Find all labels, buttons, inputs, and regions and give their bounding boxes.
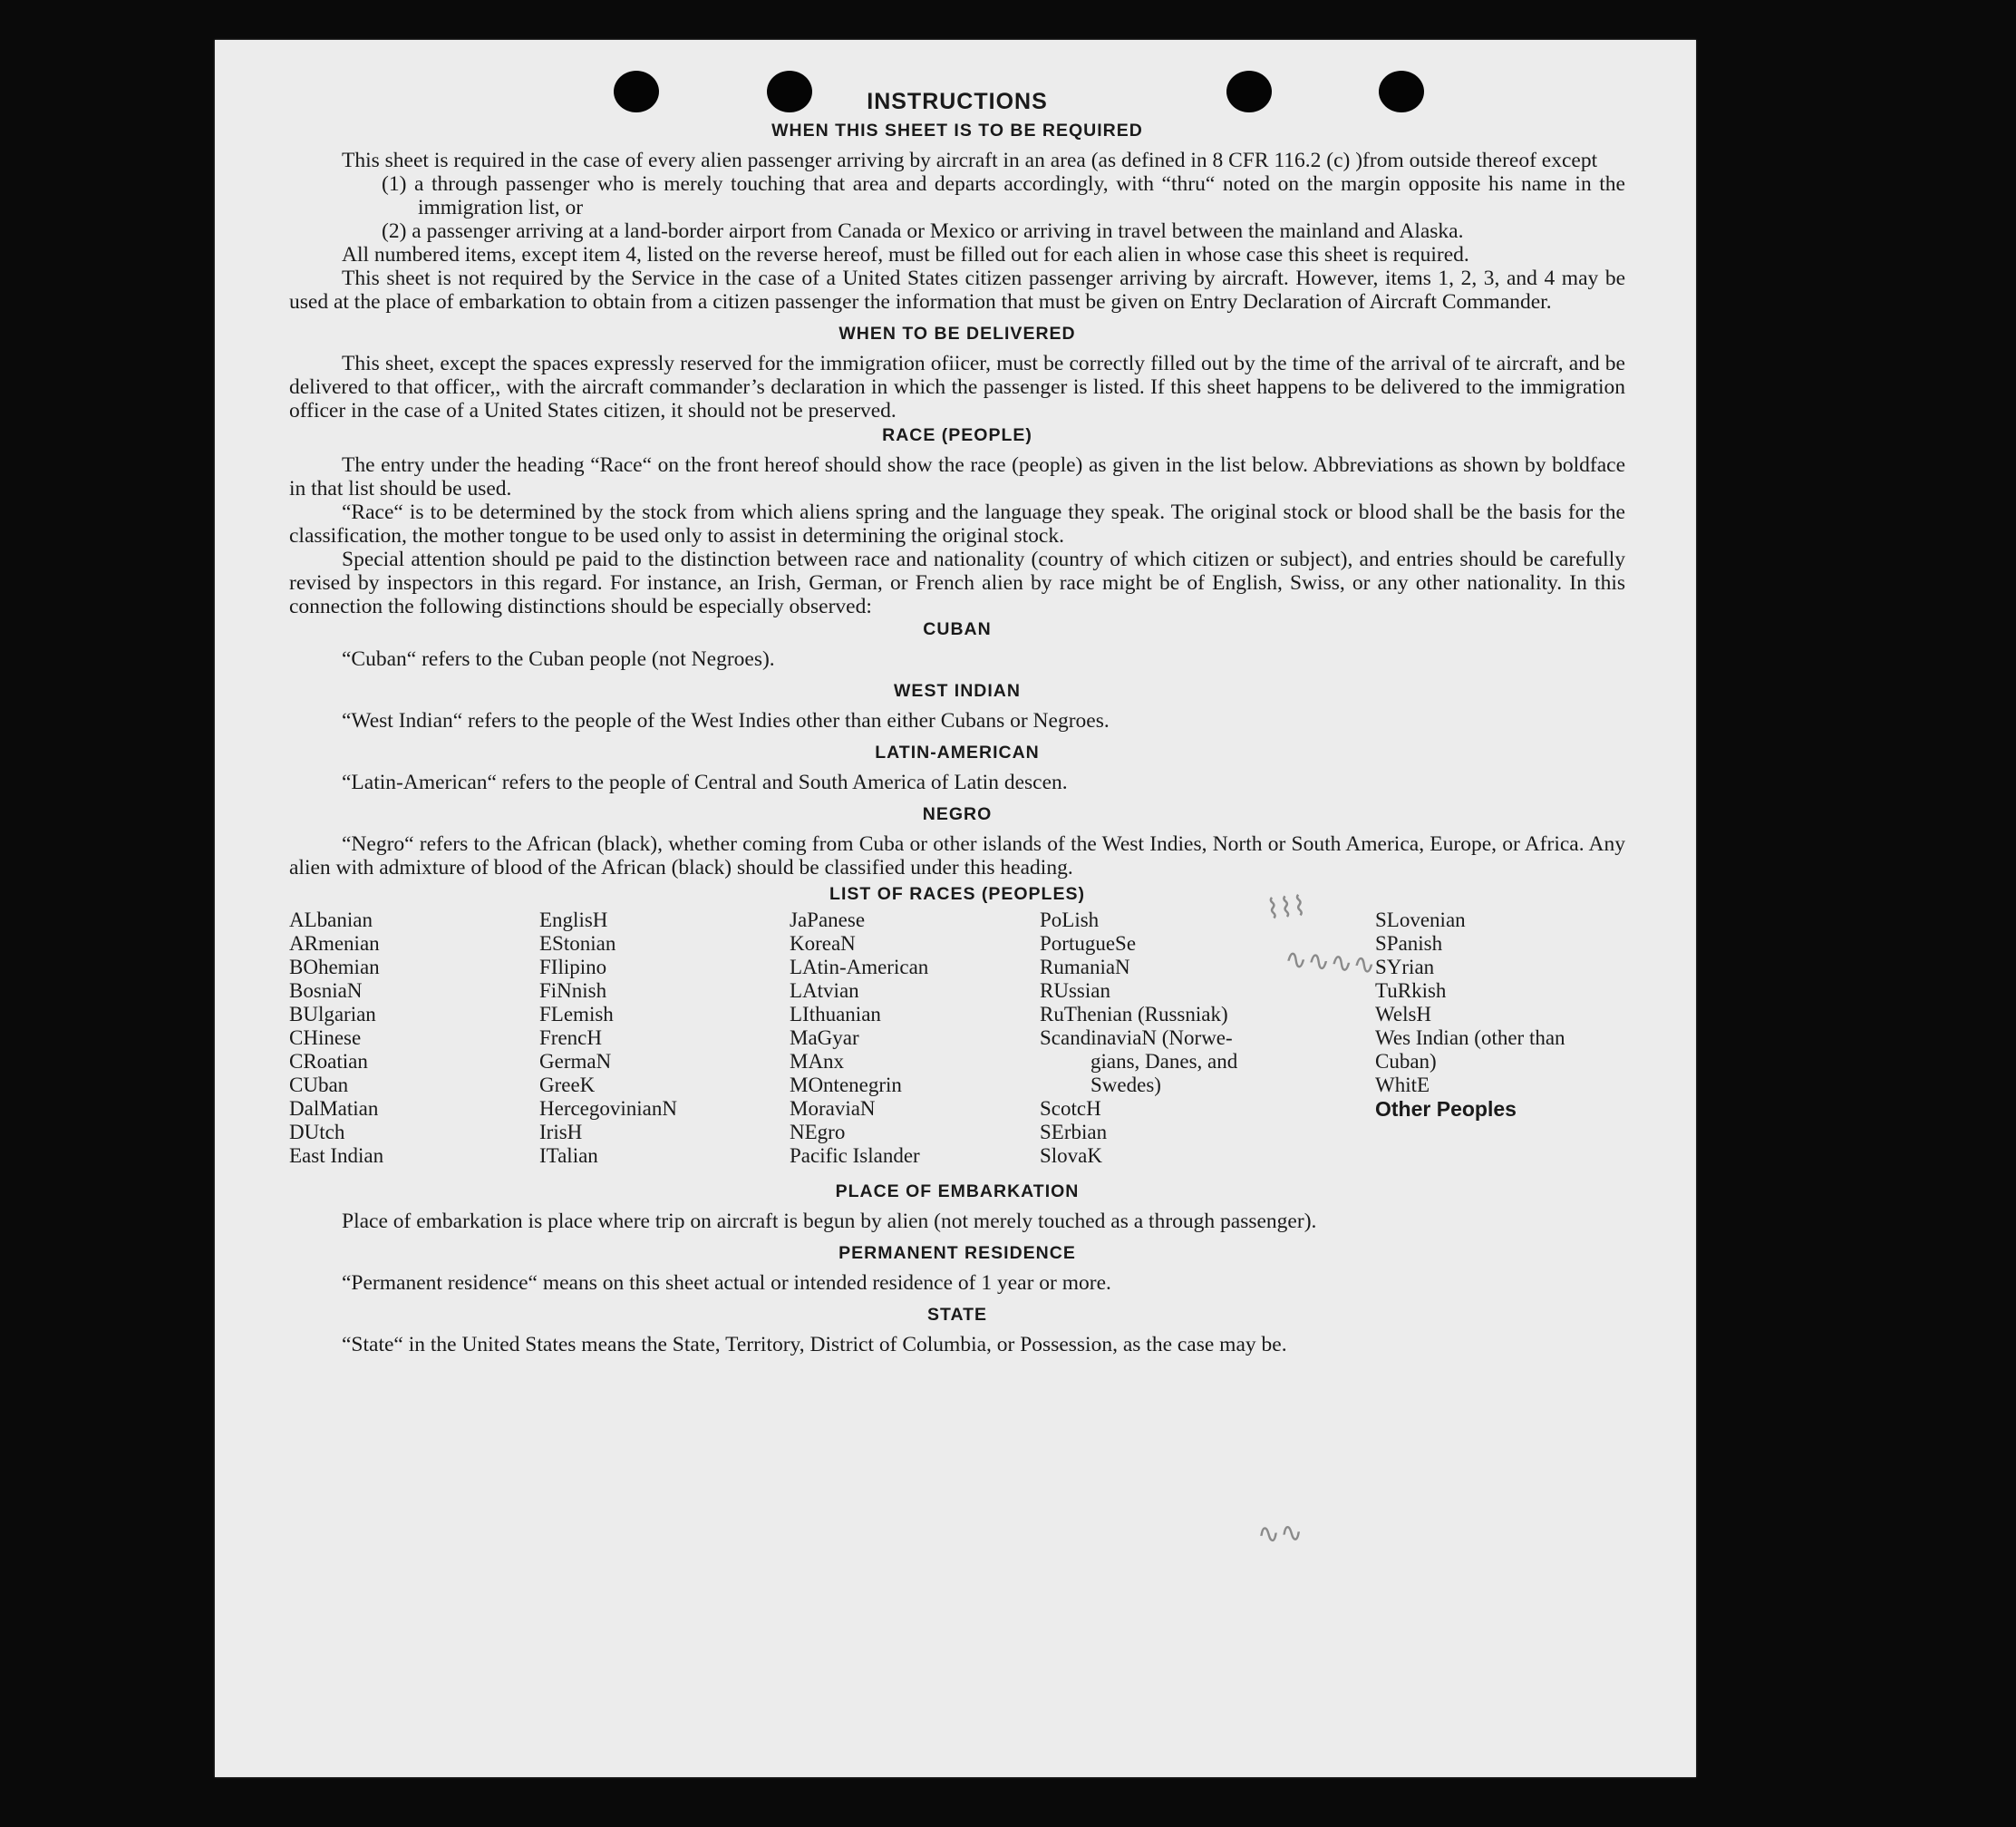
races-column — [539, 909, 790, 1168]
document-sheet — [215, 40, 1696, 1777]
list-item: MOntenegrin — [790, 1074, 902, 1096]
list-item: KoreaN — [790, 932, 856, 955]
list-item: Wes Indian (other than Cuban) — [1375, 1026, 1565, 1073]
list-item: East Indian — [289, 1144, 384, 1167]
list-item: ARmenian — [289, 932, 380, 955]
paragraph-intro: This sheet is required in the case of every alien passenger arriving by aircraft in an area (as defined in 8 CFR 116.2 (c) )from outside thereof except — [342, 149, 1598, 172]
list-item: PoLish — [1040, 909, 1100, 931]
paragraph: “Race“ is to be determined by the stock from which aliens spring and the language they speak. The original stock or blood shall be the basis for the classification, the mother tongue to be used only to assist in determining the original stock. — [289, 500, 1625, 548]
section-title-embarkation: PLACE OF EMBARKATION — [835, 1181, 1080, 1201]
list-item: CRoatian — [289, 1050, 368, 1073]
list-item: Pacific Islander — [790, 1144, 920, 1167]
list-item: LAtvian — [790, 979, 859, 1002]
list-item: (1) a through passenger who is merely touching that area and departs accordingly, with “thru“ noted on the margin opposite his name in the immigration list, or — [382, 172, 1625, 219]
section-title-residence: PERMANENT RESIDENCE — [838, 1243, 1076, 1263]
races-column — [1375, 909, 1625, 1168]
list-item: GreeK — [539, 1074, 596, 1096]
bleed-through-mark-icon: ∿∿∿∿ — [1283, 943, 1377, 982]
section-title-when-required: WHEN THIS SHEET IS TO BE REQUIRED — [771, 121, 1143, 141]
races-column — [790, 909, 1040, 1168]
section-title-race: RACE (PEOPLE) — [882, 425, 1032, 445]
paragraph: “West Indian“ refers to the people of the West Indies other than either Cubans or Negroes. — [342, 709, 1110, 733]
list-item: WelsH — [1375, 1003, 1432, 1025]
list-item: SYrian — [1375, 956, 1435, 978]
list-item: RumaniaN — [1040, 956, 1130, 978]
races-column — [289, 909, 539, 1168]
list-item: BUlgarian — [289, 1003, 376, 1025]
section-title-when-delivered: WHEN TO BE DELIVERED — [838, 324, 1076, 344]
list-item: BOhemian — [289, 956, 380, 978]
paragraph: “Cuban“ refers to the Cuban people (not Negroes). — [342, 647, 775, 671]
list-item: CHinese — [289, 1026, 362, 1049]
list-item: CUban — [289, 1074, 349, 1096]
list-item: (2) a passenger arriving at a land-border airport from Canada or Mexico or arriving in travel between the mainland and Alaska. — [382, 219, 1464, 243]
list-item: JaPanese — [790, 909, 866, 931]
list-item: ITalian — [539, 1144, 598, 1167]
section-title-negro: NEGRO — [922, 804, 993, 824]
races-list — [289, 909, 1625, 1168]
list-item: ScandinaviaN (Norwe- — [1040, 1026, 1233, 1049]
list-item: LAtin-American — [790, 956, 929, 978]
list-item: SPanish — [1375, 932, 1443, 955]
list-item: PortugueSe — [1040, 932, 1137, 955]
list-item: MaGyar — [790, 1026, 859, 1049]
races-column — [1040, 909, 1375, 1168]
list-item: FrencH — [539, 1026, 602, 1049]
bleed-through-mark-icon: ⌇⌇⌇ — [1265, 889, 1308, 927]
list-item: ALbanian — [289, 909, 373, 931]
paragraph: This sheet is not required by the Service in the case of a United States citizen passenger arriving by aircraft. However, items 1, 2, 3, and 4 may be used at the place of embarkation to obtain from a citizen passenger the information that must be given on Entry Declaration of Aircraft Commander. — [289, 267, 1625, 314]
paragraph: All numbered items, except item 4, listed on the reverse hereof, must be filled out for each alien in whose case this sheet is required. — [342, 243, 1469, 267]
section-title-cuban: CUBAN — [923, 619, 992, 639]
list-item: RuThenian (Russniak) — [1040, 1003, 1228, 1025]
document-body — [289, 89, 1625, 1356]
paragraph: “State“ in the United States means the State, Territory, District of Columbia, or Possession, as the case may be. — [342, 1333, 1287, 1356]
list-item-label: Other Peoples — [1375, 1097, 1517, 1121]
paragraph: “Permanent residence“ means on this sheet actual or intended residence of 1 year or more. — [342, 1271, 1111, 1295]
list-item: NEgro — [790, 1121, 846, 1143]
list-item — [1375, 1097, 1625, 1122]
paragraph: Special attention should pe paid to the distinction between race and nationality (country of which citizen or subject), and entries should be carefully revised by inspectors in this regard. For instance, an Irish, German, or French alien by race might be of English, Swiss, or any other nationality. In this connection the following distinctions should be especially observed: — [289, 548, 1625, 618]
list-item: FiNnish — [539, 979, 607, 1002]
list-item: SErbian — [1040, 1121, 1108, 1143]
paragraph: The entry under the heading “Race“ on the front hereof should show the race (people) as given in the list below. Abbreviations as shown by boldface in that list should be used. — [289, 453, 1625, 500]
list-item: GermaN — [539, 1050, 612, 1073]
list-item: ScotcH — [1040, 1097, 1101, 1120]
list-item: MAnx — [790, 1050, 845, 1073]
section-title-west-indian: WEST INDIAN — [894, 681, 1021, 701]
list-item: gians, Danes, and — [1090, 1050, 1238, 1073]
list-item: HercegovinianN — [539, 1097, 677, 1120]
paragraph: This sheet, except the spaces expressly reserved for the immigration ofiicer, must be correctly filled out by the time of the arrival of te aircraft, and be delivered to that officer,, with the aircraft commander’s declaration in which the passenger is listed. If this sheet happens to be delivered to the immigration officer in the case of a United States citizen, it should not be preserved. — [289, 352, 1625, 423]
list-item: BosniaN — [289, 979, 363, 1002]
page-title: INSTRUCTIONS — [867, 89, 1048, 114]
list-item: Swedes) — [1090, 1074, 1161, 1096]
list-item: SLovenian — [1375, 909, 1466, 931]
list-item: LIthuanian — [790, 1003, 881, 1025]
list-item: EnglisH — [539, 909, 608, 931]
paragraph: “Negro“ refers to the African (black), whether coming from Cuba or other islands of the West Indies, North or South America, Europe, or Africa. Any alien with admixture of blood of the African (black) should be classified under this heading. — [289, 832, 1625, 879]
list-item: SlovaK — [1040, 1144, 1102, 1167]
list-item: WhitE — [1375, 1074, 1430, 1096]
section-title-latin-american: LATIN-AMERICAN — [875, 743, 1040, 763]
paragraph: Place of embarkation is place where trip on aircraft is begun by alien (not merely touched as a through passenger). — [342, 1210, 1317, 1233]
section-title-state: STATE — [926, 1305, 988, 1325]
list-item: FIlipino — [539, 956, 607, 978]
list-item: IrisH — [539, 1121, 583, 1143]
bleed-through-mark-icon: ∿∿ — [1256, 1516, 1304, 1551]
list-item: RUssian — [1040, 979, 1110, 1002]
list-item: DalMatian — [289, 1097, 379, 1120]
list-item: TuRkish — [1375, 979, 1447, 1002]
list-item: EStonian — [539, 932, 616, 955]
list-item: FLemish — [539, 1003, 614, 1025]
list-item: MoraviaN — [790, 1097, 876, 1120]
paragraph: “Latin-American“ refers to the people of Central and South America of Latin descen. — [342, 771, 1068, 794]
section-title-list-of-races: LIST OF RACES (PEOPLES) — [829, 884, 1085, 904]
list-item: DUtch — [289, 1121, 345, 1143]
